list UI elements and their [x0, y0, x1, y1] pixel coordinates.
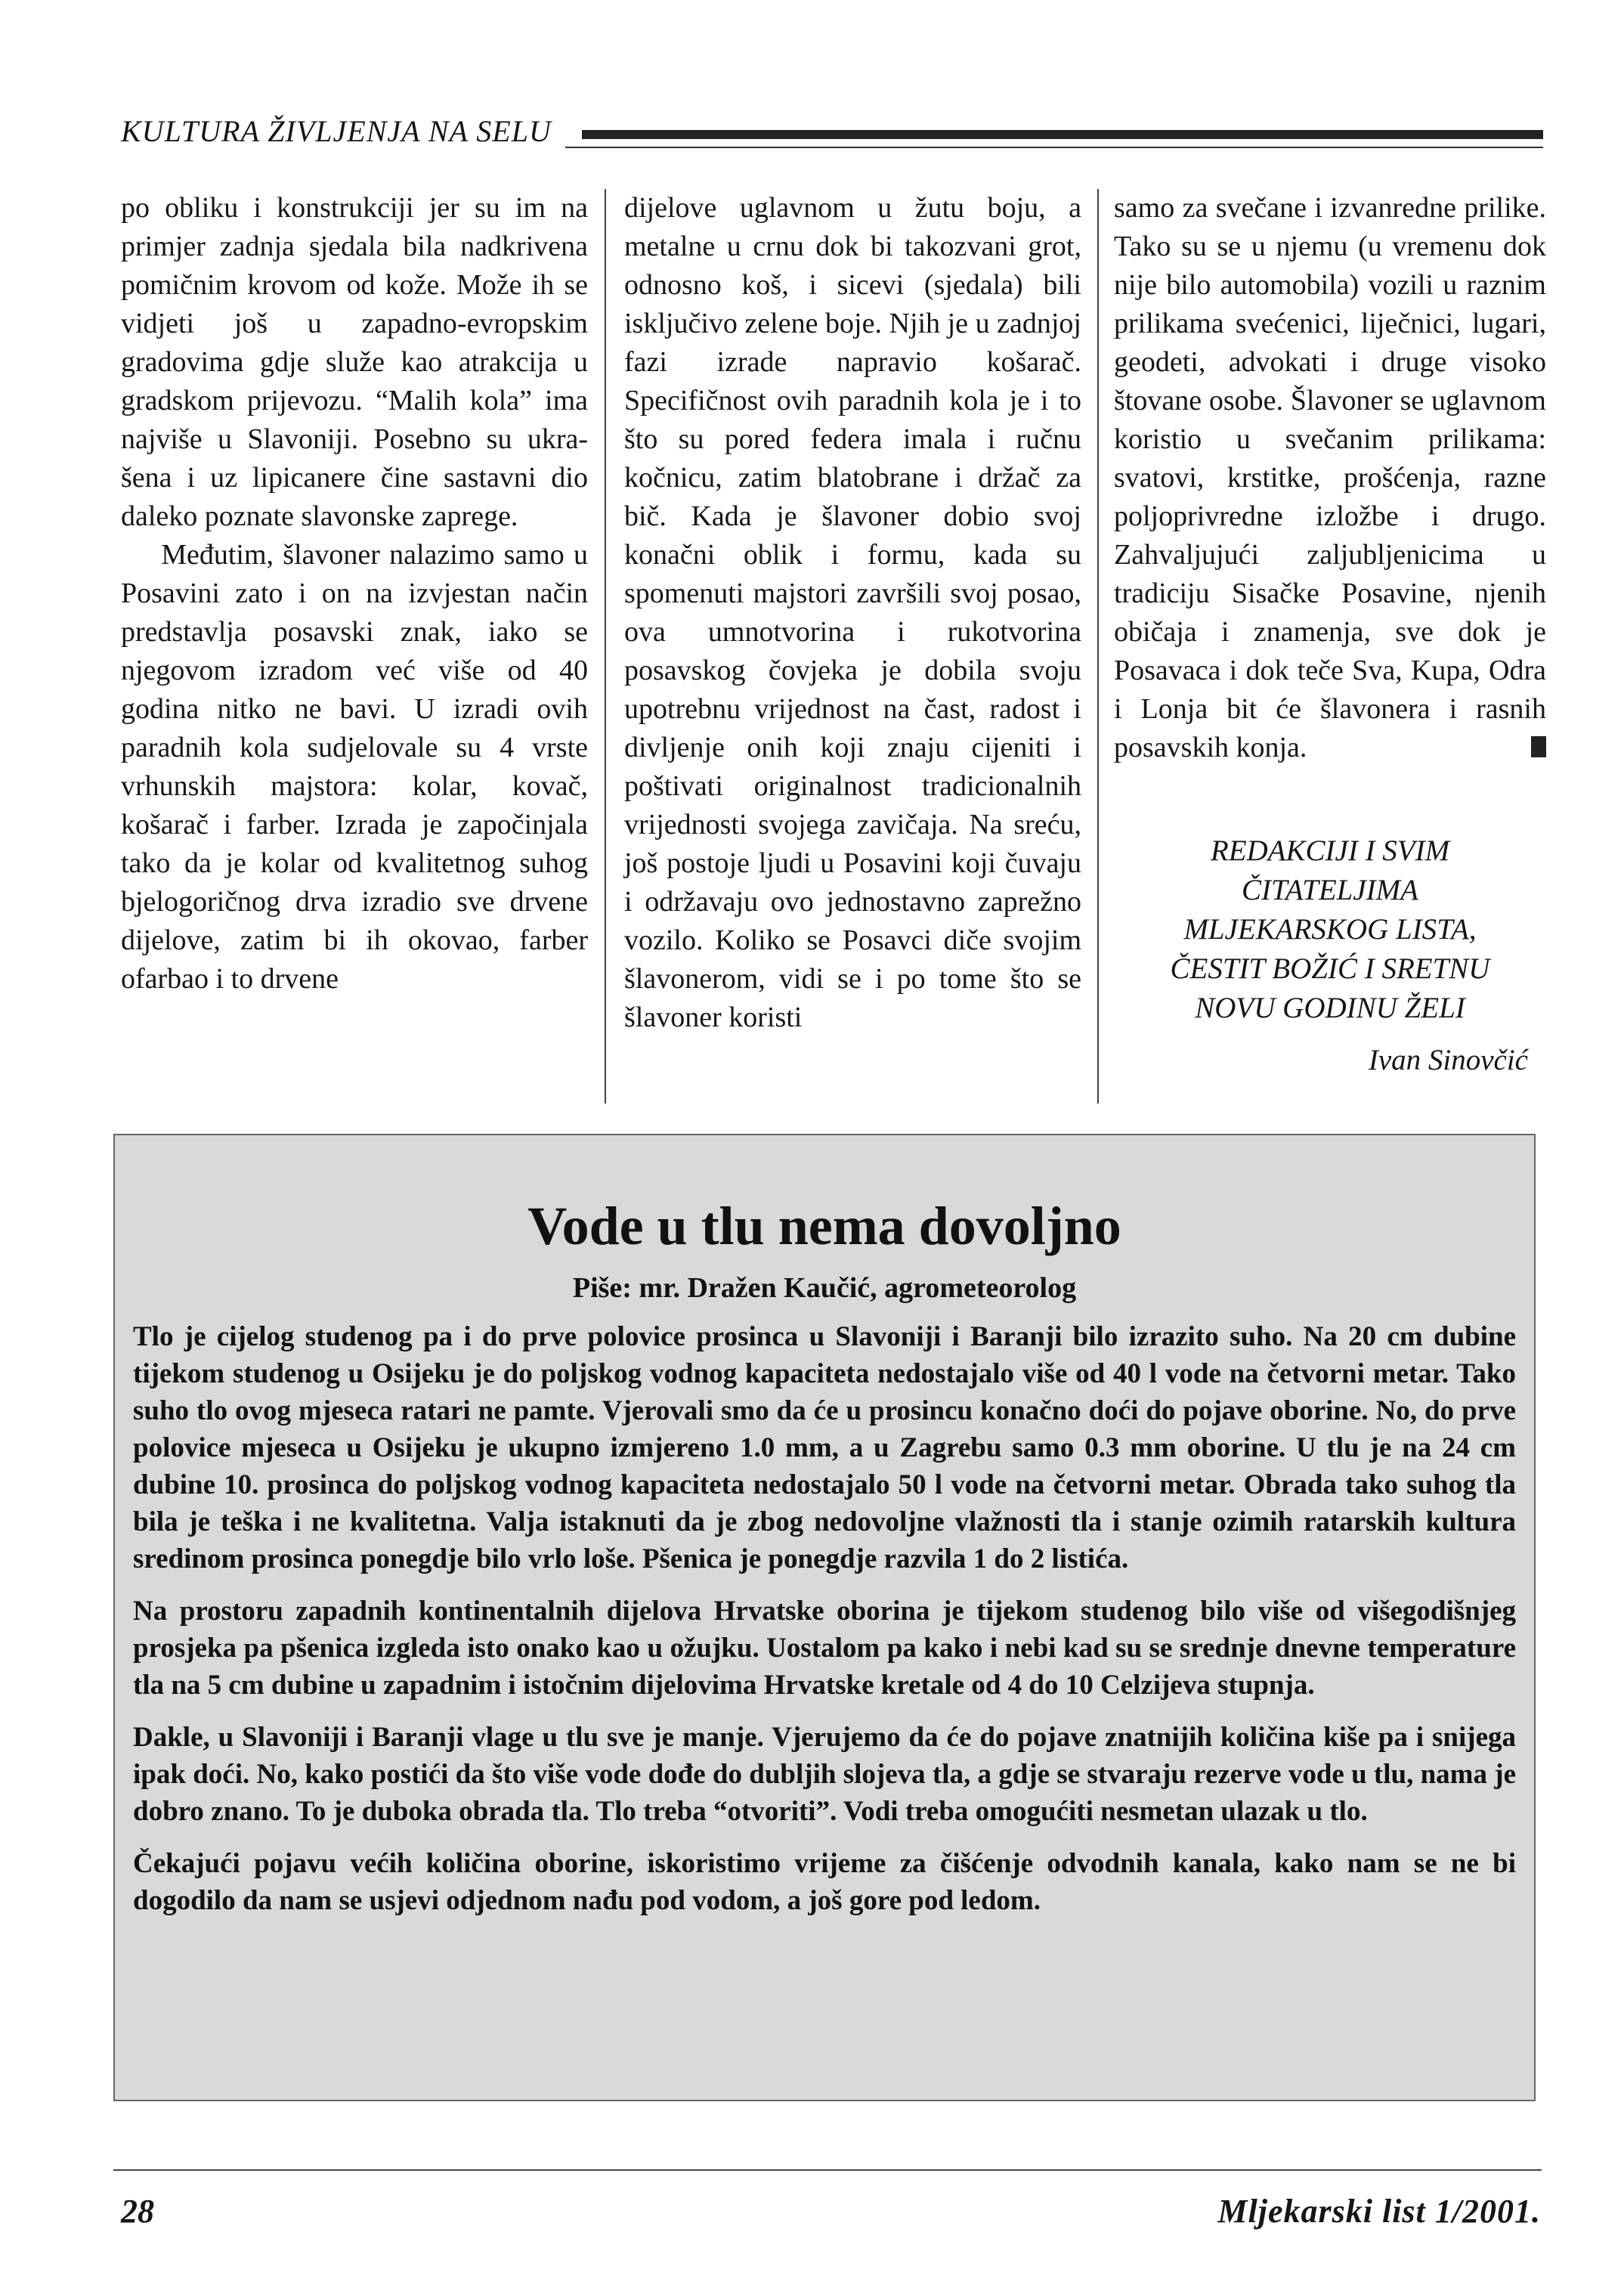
greeting-signature: Ivan Sinovčić: [1368, 1044, 1528, 1076]
sidebar-box: [113, 1134, 1536, 2101]
box-paragraph-1: Tlo je cijelog studenog pa i do prve polovice prosinca u Slavoniji i Baranji bilo izrazito suho. Na 20 cm dubine tijekom studenog u Osijeku je do poljskog vodnog kapaciteta nedostajalo više od 40 l vode na četvorni metar. Tako suho tlo ovog mjeseca ratari ne pamte. Vjerovali smo da će u prosincu konačno doći do pojave oborine. No, do prve polovice mjeseca u Osijeku je ukupno izmjereno 1.0 mm, a u Zagrebu samo 0.3 mm oborine. U tlu je na 24 cm dubine 10. prosinca do poljskog vodnog kapaciteta nedostajalo 50 l vode na četvorni metar. Obrada tako suhog tla bila je teška i ne kvalitetna. Valja istaknuti da je zbog nedovoljne vlažnosti tla i stanje ozimih ratarskih kultura sredinom prosinca ponegdje bilo vrlo loše. Pšenica je ponegdje razvila 1 do 2 listića.: [133, 1321, 1516, 1574]
column-divider-1: [605, 189, 606, 1104]
box-paragraph-3: Dakle, u Slavoniji i Baranji vlage u tlu sve je manje. Vjerujemo da će do pojave znatnijih količina kiše pa i snijega ipak doći. No, kako postići da što više vode dođe do dubljih slojeva tla, a gdje se stvaraju rezerve vode u tlu, nama je dobro znano. To je duboka obrada tla. Tlo treba “otvoriti”. Vodi treba omogućiti nesmetan ulazak u tlo.: [133, 1722, 1516, 1827]
column-divider-2: [1097, 189, 1099, 1104]
journal-issue: Mljekarski list 1/2001.: [1217, 2193, 1541, 2230]
running-header: [121, 113, 1543, 150]
header-thick-rule: [582, 130, 1543, 139]
column-3-paragraph-1: [1114, 189, 1546, 767]
box-paragraph-2: Na prostoru zapadnih kontinentalnih dijelova Hrvatske oborina je tijekom studenog bilo više od višegodišnjeg prosjeka pa pšenica izgleda isto onako kao u ožujku. Uostalom pa kako i nebi kad su se srednje dnevne temperature tla na 5 cm dubine u zapadnim i istočnim dijelovima Hrvatske kretale od 4 do 10 Celzijeva stupnja.: [133, 1596, 1516, 1701]
footer-rule: [113, 2169, 1542, 2171]
article-end-mark: [1531, 736, 1546, 757]
greeting-line-2: ČITATELJIMA: [1242, 874, 1418, 906]
column-2-paragraph-1: dijelove uglavnom u žutu boju, a metalne u crnu dok bi takozvani grot, odnosno koš, i sicevi (sjedala) bili isključivo zelene boje. Njih je u zadnjoj fazi izrade napravio košarač. Specifičnost ovih paradnih kola je i to što su pored federa imala i ručnu kočnicu, zatim blatobrane i držač za bič. Kada je šlavoner dobio svoj konačni oblik i formu, kada su spomenuti majstori završili svoj posao, ova umnotvorina i rukotvorina posavskog čovjeka je dobila svoju upotrebnu vrijednost na čast, radost i divljenje onih koji znaju cijeniti i poštivati originalnost tradicionalnih vrijednosti svojega zavičaja. Na sreću, još postoje ljudi u Posavini koji čuvaju i održavaju ovo jednostavno zaprežno vozilo. Koliko se Posavci diče svojim šlavonerom, vidi se i po tome što se šlavoner koristi: [624, 192, 1081, 1033]
article-column-1: [121, 189, 588, 998]
column-3-text: samo za svečane i izvanredne prilike. Tako su se u njemu (u vremenu dok nije bilo automobila) vozili u raznim prilikama svećenici, liječnici, lugari, geodeti, advokati i druge visoko štovane osobe. Šlavoner se uglavnom koristio u svečanim prilikama: svatovi, krstitke, prošćenja, razne poljoprivredne izložbe i drugo. Zahvaljujući zaljubljenicima u tradiciju Sisačke Posavine, njenih običaja i znamenja, sve dok je Posavaca i dok teče Sva, Kupa, Odra i Lonja bit će šlavonera i rasnih posavskih konja.: [1114, 192, 1546, 763]
holiday-greeting: [1114, 831, 1546, 1028]
column-1-paragraph-2: Međutim, šlavoner nalazimo samo u Posavini zato i on na izvjestan način predstavlja posavski znak, iako se njegovom izradom već više od 40 godina nitko ne bavi. U izradi ovih paradnih kola sudjelovale su 4 vrste vrhunskih majstora: kolar, kovač, košarač i farber. Izrada je započinjala tako da je kolar od kvalitetnog suhog bjelogoričnog drva izradio sve drvene dijelove, zatim bi ih okovao, farber ofarbao i to drvene: [121, 539, 588, 995]
greeting-line-5: NOVU GODINU ŽELI: [1195, 992, 1465, 1024]
box-title: Vode u tlu nema dovoljno: [527, 1196, 1121, 1256]
greeting-line-3: MLJEKARSKOG LISTA,: [1183, 913, 1477, 946]
section-title: KULTURA ŽIVLJENJA NA SELU: [121, 113, 565, 150]
column-1-paragraph-1: po obliku i konstrukciji jer su im na primjer zadnja sjedala bila nadkrivena pomičnim krovom od kože. Može ih se vidjeti još u zapadno-evropskim gradovima gdje služe kao atrakcija u gradskom prijevozu. “Malih kola” ima najviše u Slavoniji. Posebno su ukrašena i uz lipicanere čine sastavni dio daleko poznate slavonske zaprege.: [121, 192, 588, 532]
article-column-3: [1114, 189, 1546, 767]
box-byline: Piše: mr. Dražen Kaučić, agrometeorolog: [572, 1272, 1077, 1304]
box-body: [133, 1318, 1516, 1934]
box-paragraph-4: Čekajući pojavu većih količina oborine, iskoristimo vrijeme za čišćenje odvodnih kanala, kako nam se ne bi dogodilo da nam se usjevi odjednom nađu pod vodom, a još gore pod ledom.: [133, 1848, 1516, 1916]
article-column-2: [624, 189, 1081, 1037]
greeting-line-4: ČESTIT BOŽIĆ I SRETNU: [1170, 952, 1490, 985]
greeting-line-1: REDAKCIJI I SVIM: [1210, 834, 1450, 867]
page-number: 28: [121, 2193, 154, 2230]
